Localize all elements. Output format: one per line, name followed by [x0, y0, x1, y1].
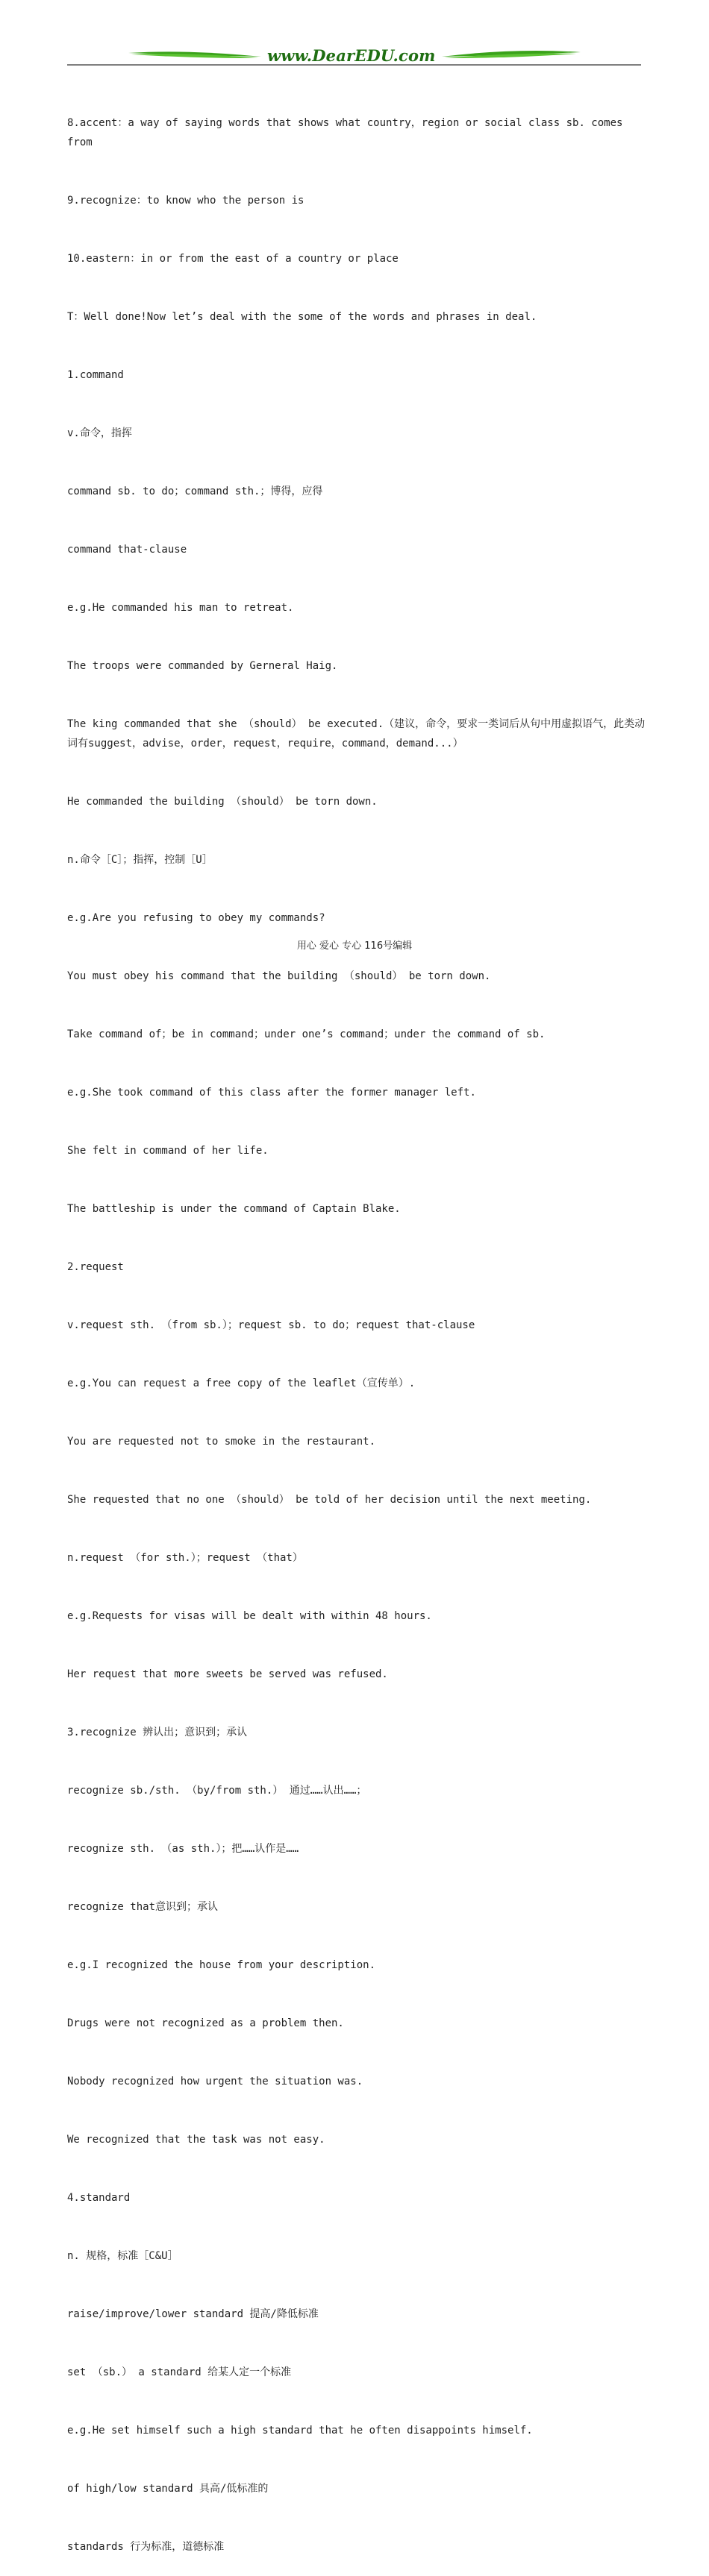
text-line: 8.accent：a way of saying words that shows what country，region or social class sb. comes from: [67, 117, 629, 148]
text-line: 3.recognize 辨认出；意识到；承认: [67, 1727, 248, 1738]
text-line: set （sb.） a standard 给某人定一个标准: [67, 2366, 292, 2378]
site-logo-text: www.DearEDU.com: [267, 46, 436, 65]
text-line: She requested that no one （should） be told of her decision until the next meeting.: [67, 1494, 592, 1506]
text-line: raise/improve/lower standard 提高/降低标准: [67, 2308, 319, 2320]
text-line: e.g.Requests for visas will be dealt with within 48 hours.: [67, 1610, 432, 1622]
text-line: He commanded the building （should） be torn down.: [67, 796, 378, 808]
text-line: command that-clause: [67, 544, 187, 556]
text-line: v.命令，指挥: [67, 427, 132, 439]
document-body: [67, 75, 646, 2576]
text-line: n. 规格，标准［C&U］: [67, 2250, 178, 2262]
text-line: e.g.Are you refusing to obey my commands?: [67, 912, 325, 924]
text-line: Her request that more sweets be served was refused.: [67, 1668, 388, 1680]
text-line: 2.request: [67, 1261, 124, 1273]
text-line: v.request sth. （from sb.）；request sb. to do；request that-clause: [67, 1319, 475, 1331]
text-line: The king commanded that she （should） be executed.（建议，命令，要求一类词后从句中用虚拟语气，此类动词有suggest，advise，order，request，require，command，demand...）: [67, 718, 646, 750]
text-line: recognize that意识到；承认: [67, 1901, 219, 1913]
text-line: You must obey his command that the building （should） be torn down.: [67, 970, 491, 982]
text-line: She felt in command of her life.: [67, 1145, 269, 1157]
page-footer: 用心 爱心 专心 116号编辑: [296, 940, 413, 952]
text-line: e.g.I recognized the house from your description.: [67, 1959, 376, 1971]
text-line: e.g.She took command of this class after the former manager left.: [67, 1087, 476, 1099]
text-line: 9.recognize：to know who the person is: [67, 195, 304, 207]
text-line: n.request （for sth.）；request （that）: [67, 1552, 303, 1564]
text-line: standards 行为标准，道德标准: [67, 2541, 225, 2553]
text-line: The battleship is under the command of Captain Blake.: [67, 1203, 401, 1215]
text-line: command sb. to do；command sth.；博得，应得: [67, 486, 323, 497]
page-header: [0, 0, 709, 69]
text-line: 1.command: [67, 369, 124, 381]
text-line: T：Well done!Now let’s deal with the some of the words and phrases in deal.: [67, 311, 537, 323]
text-line: e.g.He set himself such a high standard that he often disappoints himself.: [67, 2425, 533, 2437]
text-line: Drugs were not recognized as a problem then.: [67, 2017, 344, 2029]
text-line: recognize sb./sth. （by/from sth.） 通过……认出……；: [67, 1785, 367, 1797]
text-line: e.g.You can request a free copy of the leaflet（宣传单）.: [67, 1377, 416, 1389]
text-line: Nobody recognized how urgent the situation was.: [67, 2076, 363, 2087]
text-line: of high/low standard 具高/低标准的: [67, 2483, 269, 2495]
text-line: Take command of；be in command；under one’s command；under the command of sb.: [67, 1028, 546, 1040]
text-line: e.g.He commanded his man to retreat.: [67, 602, 294, 614]
text-line: n.命令［C］；指挥，控制［U］: [67, 854, 213, 866]
text-line: recognize sth. （as sth.）；把……认作是……: [67, 1843, 299, 1855]
text-line: 10.eastern：in or from the east of a country or place: [67, 253, 399, 265]
text-line: You are requested not to smoke in the restaurant.: [67, 1436, 376, 1448]
text-line: We recognized that the task was not easy.: [67, 2134, 325, 2146]
text-line: The troops were commanded by Gerneral Haig.: [67, 660, 338, 672]
text-line: 4.standard: [67, 2192, 131, 2204]
